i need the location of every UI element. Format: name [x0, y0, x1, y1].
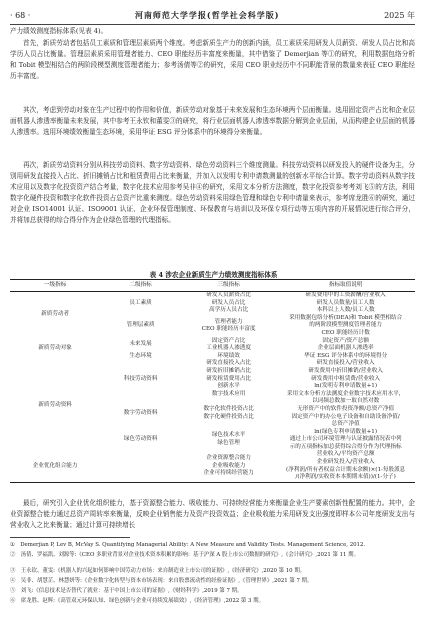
page-header [10, 8, 415, 25]
level3-item: 研发折旧摊销占比 [206, 367, 251, 374]
level3-item: 高学历人员占比 [209, 307, 249, 314]
header-description: 指标取值说明 [276, 280, 415, 292]
description-cell [276, 398, 415, 428]
level2-cell: 生态环境 [129, 352, 152, 359]
description-line: ln(绿色专利申请数量+1) [314, 428, 378, 435]
level1-cell: 新质劳动者 [41, 310, 70, 317]
level3-item: 绿色管理 [217, 440, 240, 447]
description-cell [276, 429, 415, 452]
table-title: 表 4 涉农企业新质生产力绩效测度指标体系 [149, 271, 278, 279]
level3-cell [181, 429, 276, 452]
description-line: 研发费用中折旧摊销/营业收入 [308, 367, 383, 374]
description-cell [276, 292, 415, 315]
paragraph-intro: 产力绩效测度指标体系(见表 4)。 [10, 27, 108, 35]
level3-item: 研发人员占比 [211, 299, 246, 306]
level2-cell: 绿色劳动资料 [123, 436, 158, 443]
paragraph-closing: 最后，研究引入企业优化组织能力，基于资源整合能力、吸收能力、可持续经营能力来衡量企业生产要素创新性配置的能力。其中，企业资源整合能力通过总资产周转率来衡量，反映企业销售能力及资产投资效益；企业吸收能力采用研发支出强度即样本公司年度研发支出与营业收入之比来衡量；通过计算可持续增长 [10, 499, 415, 529]
level1-cell: 企业优化组合能力 [10, 451, 100, 482]
description-line: 的两阶段模型测度管理者能力 [309, 322, 383, 329]
description-line: 通过上市公司环境管理与认证披露情况表中列 [289, 436, 402, 443]
description-line: 采用文本分析方法测度企业数字技术应用水平， [286, 390, 405, 397]
description-cell [276, 338, 415, 353]
table-body [10, 292, 415, 483]
level2-cell: 未来发展 [129, 341, 152, 348]
level3-item: 数字技术应用 [211, 390, 246, 397]
description-line: 本科以上人数/员工人数 [316, 307, 375, 314]
header-level1: 一级指标 [10, 280, 100, 292]
description-line: ln(发明专利申请数量+1) [314, 383, 378, 390]
description-line: 研发费用中租赁费/营业收入 [311, 375, 381, 382]
level3-item: 企业可持续经营能力 [203, 470, 254, 477]
paragraph-labor-object: 其次，考虑到劳动对象在生产过程中的作用和价值，新质劳动对象基于未来发展和生态环境两个层面衡量。选用固定资产占比和企业层面机器人渗透率衡量未来发展，其中参考王永钦和董雯③的研究，将行业层面机器人渗透率数据分解到企业层面，从而构建企业层面的机器人渗透率。选用环境绩效衡量生态环境，采用华证 ESG 评分体系中的环境得分来衡量。 [10, 106, 415, 136]
description-line: 总资产净值 [331, 421, 360, 428]
description-line: /(净利润/实收资本本期期末值))/(1-分子) [295, 474, 396, 481]
level3-item: 绿色技术水平 [211, 432, 246, 439]
level1-cell: 新质劳动对象 [38, 345, 72, 352]
table-row [10, 451, 415, 482]
description-line: 企业研发投入/营业收入 [316, 459, 375, 466]
header-level3: 三级指标 [181, 280, 276, 292]
description-cell [276, 360, 415, 398]
level3-item: 管理者能力 [214, 318, 243, 325]
level3-item: 研发人员薪资占比 [206, 292, 251, 298]
description-line: 研发直接投入/营业收入 [316, 360, 375, 367]
table-row [10, 338, 415, 353]
level1-cell: 新质劳动资料 [38, 402, 72, 409]
description-line: 示的五项指标加总获得综合得分作为代理指标 [289, 443, 402, 450]
level3-cell [181, 398, 276, 428]
level2-cell: 员工素质 [129, 299, 152, 306]
level3-cell [181, 360, 276, 398]
level3-item: 创新水平 [217, 383, 240, 390]
level3-item: CEO 职能经历丰富度 [201, 326, 256, 333]
description-line: 固定资产中的办公电子设备和自助设备净值/ [291, 413, 400, 420]
page-number: · 68 · [10, 10, 31, 20]
level3-item: 工业机器人渗透度 [206, 345, 251, 352]
description-line: 营业收入/平均资产总额 [316, 451, 375, 458]
footnote: ② 汤倩、罗福凯、刘源等:《CEO 多职业背景对企业技术资本积累的影响：基于沪深 A 股上市公司数据的研究》,《会计研究》,2021 第 11 期。 [10, 552, 359, 558]
level3-cell [181, 451, 276, 482]
description-cell [276, 315, 415, 338]
level3-item: 企业资源整合能力 [206, 455, 251, 462]
description-line: 研发费用中的工资薪酬/营业收入 [305, 292, 386, 298]
journal-year: 2025 年 [384, 10, 415, 20]
paragraph-labor: 首先，新质劳动者包括员工素质和管理层素质两个维度。考虑新质生产力的创新内涵，员工素质采用研发人员薪资、研发人员占比和高学历人员占比衡量。管理层素质采用管理者能力、CEO 职能经历丰富度来衡量，其中借鉴了 Demerjian 等①的研究，利用数据包络分析和 Tobit 模型相结合的两阶段模型测度管理者能力；参考汤倩等②的研究，采用 CEO 职业经历中不同职能背景的数量来表征 CEO 职能经历丰富度。 [10, 39, 415, 80]
table-row [10, 360, 415, 398]
level3-cell [181, 315, 276, 338]
journal-title: 河南师范大学学报(哲学社会科学版) [134, 9, 280, 20]
table-header-row [10, 280, 415, 292]
description-line: (净利润/所有者权益合计期末余额)×(1-每股派息 [286, 466, 406, 473]
footnote: ④ 吴非、胡慧芷、林慧妍等:《企业数字化转型与资本市场表现：来自股票流动性的经验证据》,《管理世界》,2021 第 7 期。 [10, 578, 313, 584]
footnote-divider [10, 537, 130, 538]
level3-item: 固定资产占比 [211, 337, 246, 344]
footnote: ③ 王永钦、董雯:《机器人的兴起如何影响中国劳动力市场：来自制造业上市公司的证据》,《经济研究》,2020 第 10 期。 [10, 568, 306, 574]
level3-cell [181, 292, 276, 315]
level2-cell: 管理层素质 [126, 322, 155, 329]
level3-item: 数字化软件投资占比 [203, 405, 254, 412]
header-level2: 二级指标 [100, 280, 181, 292]
paragraph-labor-material: 再次，新质劳动资料分别从科技劳动资料、数字劳动资料、绿色劳动资料三个维度测量。科技劳动资料以研发投入的硬件设备为主，分别用研发直接投入占比、折旧摊销占比和租赁费用占比来衡量，并加入以发明专利申请数测量的创新水平综合计算。数字劳动资料从数字技术应用以及数字化投资资产结合考量，数字化技术应用参考吴非④的研究，采用文本分析方法测度，数字化投资参考考刘飞⑤的方法，利用数字化硬件投资和数字化软件投资占总资产比重来测度。绿色劳动资料采用绿色管理和绿色专利申请量来表示，参考席龙胜⑥的研究，通过对企业 ISO14001 认证、ISO9001 认证、企业环保管理制度、环保教育与培训以及环保专项行动等五项内容的开展情况进行综合评分，并将加总获得的综合得分作为企业绿色管理的代理指标。 [10, 161, 415, 224]
level3-item: 环境绩效 [217, 352, 240, 359]
description-line: 以词频总数加一取自然对数 [312, 398, 380, 405]
indicator-table [10, 279, 415, 483]
description-line: 华证 ESG 评分体系中的环境得分 [304, 352, 388, 359]
description-line: 采用数据包络分析(DEA)和 Tobit 模型相结合 [289, 314, 403, 321]
description-cell [276, 451, 415, 482]
table-row [10, 292, 415, 315]
level3-item: 企业吸收能力 [211, 462, 246, 469]
description-line: 固定资产/资产总额 [322, 337, 369, 344]
level3-cell [181, 338, 276, 353]
footnote: ⑤ 刘飞:《信息技术是否替代了就业：基于中国上市公司的证据》,《财经科学》,2019 第 7 期。 [10, 588, 243, 594]
level2-cell: 数字劳动资料 [123, 409, 158, 416]
footnote: ⑥ 席龙胜、赵辉:《高管双元环保认知、绿色创新与企业可持续发展绩效》,《经济管理》,2022 第 3 期。 [10, 598, 264, 604]
level2-cell: 科技劳动资料 [123, 375, 158, 382]
description-line: 无形资产中的软件投资净额/总资产净值 [297, 405, 395, 412]
description-line: 研发人员数量/员工人数 [316, 299, 375, 306]
description-line: 企业层面机器人渗透率 [317, 345, 374, 352]
level2-cell [100, 451, 181, 482]
level3-item: 数字化硬件投资占比 [203, 413, 254, 420]
level3-item: 研发直接投入占比 [206, 360, 251, 367]
footnote: ① Demerjian P, Lev B, McVay S. Quantifying Managerial Ability: A New Measure and Validity Tests. Management Science, 2012. [10, 542, 366, 548]
description-line: CEO 职能经历计数 [321, 329, 370, 336]
level3-item: 研发租赁费用占比 [206, 375, 251, 382]
